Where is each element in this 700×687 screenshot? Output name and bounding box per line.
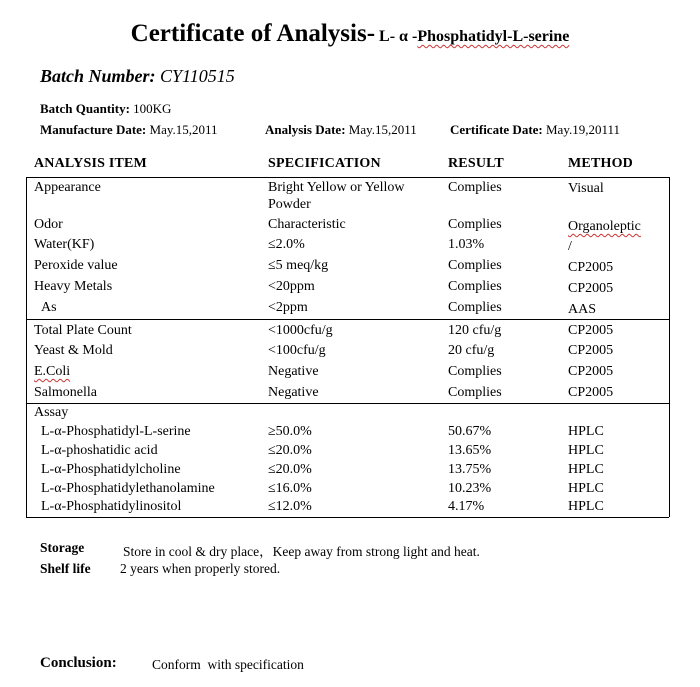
row-assay-heading: Assay xyxy=(34,405,69,420)
shelf-life-value: 2 years when properly stored. xyxy=(120,561,281,576)
row-water-spec: ≤2.0% xyxy=(268,237,305,252)
batch-quantity xyxy=(40,101,171,117)
row-peroxide-item: Peroxide value xyxy=(34,258,118,273)
table-rule-mid2 xyxy=(26,403,669,404)
row-as-spec: <2ppm xyxy=(268,300,308,315)
row-odor-item: Odor xyxy=(34,217,63,232)
table-rule-top xyxy=(26,177,669,178)
row-assay-pe-method: HPLC xyxy=(568,481,604,496)
row-appearance-result: Complies xyxy=(448,180,502,195)
header-result: RESULT xyxy=(448,156,504,171)
storage-value: Store in cool & dry place，Keep away from strong light and heat. xyxy=(123,544,480,559)
row-ecoli-item: E.Coli xyxy=(34,364,71,379)
table-rule-right xyxy=(669,177,670,517)
row-as-method: AAS xyxy=(568,302,597,317)
row-assay-pi-method: HPLC xyxy=(568,499,604,514)
conclusion-value: Conform with specification xyxy=(152,657,304,672)
shelf-life-label: Shelf life xyxy=(40,561,91,576)
document-title xyxy=(0,20,700,48)
batch-number-value: CY110515 xyxy=(160,66,235,86)
certificate-date-label: Certificate Date: xyxy=(450,122,543,137)
row-heavy-metals-item: Heavy Metals xyxy=(34,279,113,294)
row-assay-ps-spec: ≥50.0% xyxy=(268,424,312,439)
row-salmonella-item: Salmonella xyxy=(34,385,97,400)
storage-label: Storage xyxy=(40,540,85,555)
title-main: Certificate of Analysis- xyxy=(130,20,376,47)
row-water-method: / xyxy=(568,239,572,254)
table-rule-mid1 xyxy=(26,319,669,320)
row-yeast-method: CP2005 xyxy=(568,343,614,358)
batch-quantity-label: Batch Quantity: xyxy=(40,101,130,116)
title-compound: Phosphatidyl-L-serine xyxy=(417,28,570,45)
row-assay-pi-item: L-α-Phosphatidylinositol xyxy=(41,499,182,514)
row-heavy-metals-method: CP2005 xyxy=(568,281,614,296)
row-odor-spec: Characteristic xyxy=(268,217,346,232)
row-assay-pc-spec: ≤20.0% xyxy=(268,462,312,477)
row-total-plate-method: CP2005 xyxy=(568,323,614,338)
row-heavy-metals-result: Complies xyxy=(448,279,502,294)
manufacture-date xyxy=(40,122,218,138)
header-method: METHOD xyxy=(568,156,633,171)
row-yeast-item: Yeast & Mold xyxy=(34,343,113,358)
row-assay-pc-item: L-α-Phosphatidylcholine xyxy=(41,462,181,477)
row-salmonella-method: CP2005 xyxy=(568,385,614,400)
certificate-date xyxy=(450,122,620,138)
row-assay-pa-method: HPLC xyxy=(568,443,604,458)
row-water-result: 1.03% xyxy=(448,237,485,252)
row-assay-pc-method: HPLC xyxy=(568,462,604,477)
row-total-plate-item: Total Plate Count xyxy=(34,323,132,338)
row-peroxide-result: Complies xyxy=(448,258,502,273)
manufacture-date-label: Manufacture Date: xyxy=(40,122,147,137)
row-ecoli-method: CP2005 xyxy=(568,364,614,379)
row-assay-pa-item: L-α-phoshatidic acid xyxy=(41,443,158,458)
row-assay-pe-item: L-α-Phosphatidylethanolamine xyxy=(41,481,215,496)
row-assay-pe-result: 10.23% xyxy=(448,481,492,496)
analysis-date-label: Analysis Date: xyxy=(265,122,346,137)
row-water-item: Water(KF) xyxy=(34,237,95,252)
batch-number xyxy=(40,66,235,87)
row-appearance-spec-cont: Powder xyxy=(268,197,311,212)
table-rule-bottom xyxy=(26,517,669,518)
analysis-date-value: May.15,2011 xyxy=(348,122,417,137)
row-assay-ps-result: 50.67% xyxy=(448,424,492,439)
row-assay-pa-result: 13.65% xyxy=(448,443,492,458)
batch-quantity-value: 100KG xyxy=(133,101,172,116)
row-yeast-spec: <100cfu/g xyxy=(268,343,326,358)
row-ecoli-spec: Negative xyxy=(268,364,319,379)
row-odor-method: Organoleptic xyxy=(568,219,641,234)
row-yeast-result: 20 cfu/g xyxy=(448,343,495,358)
row-odor-result: Complies xyxy=(448,217,502,232)
certificate-date-value: May.19,20111 xyxy=(546,122,621,137)
row-ecoli-result: Complies xyxy=(448,364,502,379)
row-total-plate-result: 120 cfu/g xyxy=(448,323,502,338)
row-as-result: Complies xyxy=(448,300,502,315)
row-assay-ps-item: L-α-Phosphatidyl-L-serine xyxy=(41,424,191,439)
row-assay-pc-result: 13.75% xyxy=(448,462,492,477)
row-assay-pa-spec: ≤20.0% xyxy=(268,443,312,458)
row-appearance-item: Appearance xyxy=(34,180,101,195)
row-assay-pi-spec: ≤12.0% xyxy=(268,499,312,514)
header-specification: SPECIFICATION xyxy=(268,156,381,171)
row-assay-pi-result: 4.17% xyxy=(448,499,485,514)
header-analysis-item: ANALYSIS ITEM xyxy=(34,156,147,171)
row-peroxide-spec: ≤5 meq/kg xyxy=(268,258,329,273)
analysis-date xyxy=(265,122,417,138)
row-appearance-spec: Bright Yellow or Yellow xyxy=(268,180,405,195)
row-salmonella-spec: Negative xyxy=(268,385,319,400)
batch-number-label: Batch Number: xyxy=(40,66,156,86)
conclusion-label: Conclusion: xyxy=(40,655,117,671)
row-as-item: As xyxy=(41,300,57,315)
row-peroxide-method: CP2005 xyxy=(568,260,614,275)
row-total-plate-spec: <1000cfu/g xyxy=(268,323,333,338)
row-salmonella-result: Complies xyxy=(448,385,502,400)
row-assay-pe-spec: ≤16.0% xyxy=(268,481,312,496)
table-rule-left xyxy=(26,177,27,517)
row-heavy-metals-spec: <20ppm xyxy=(268,279,315,294)
title-prefix: L- α - xyxy=(379,28,418,45)
row-assay-ps-method: HPLC xyxy=(568,424,604,439)
row-appearance-method: Visual xyxy=(568,181,604,196)
manufacture-date-value: May.15,2011 xyxy=(149,122,218,137)
